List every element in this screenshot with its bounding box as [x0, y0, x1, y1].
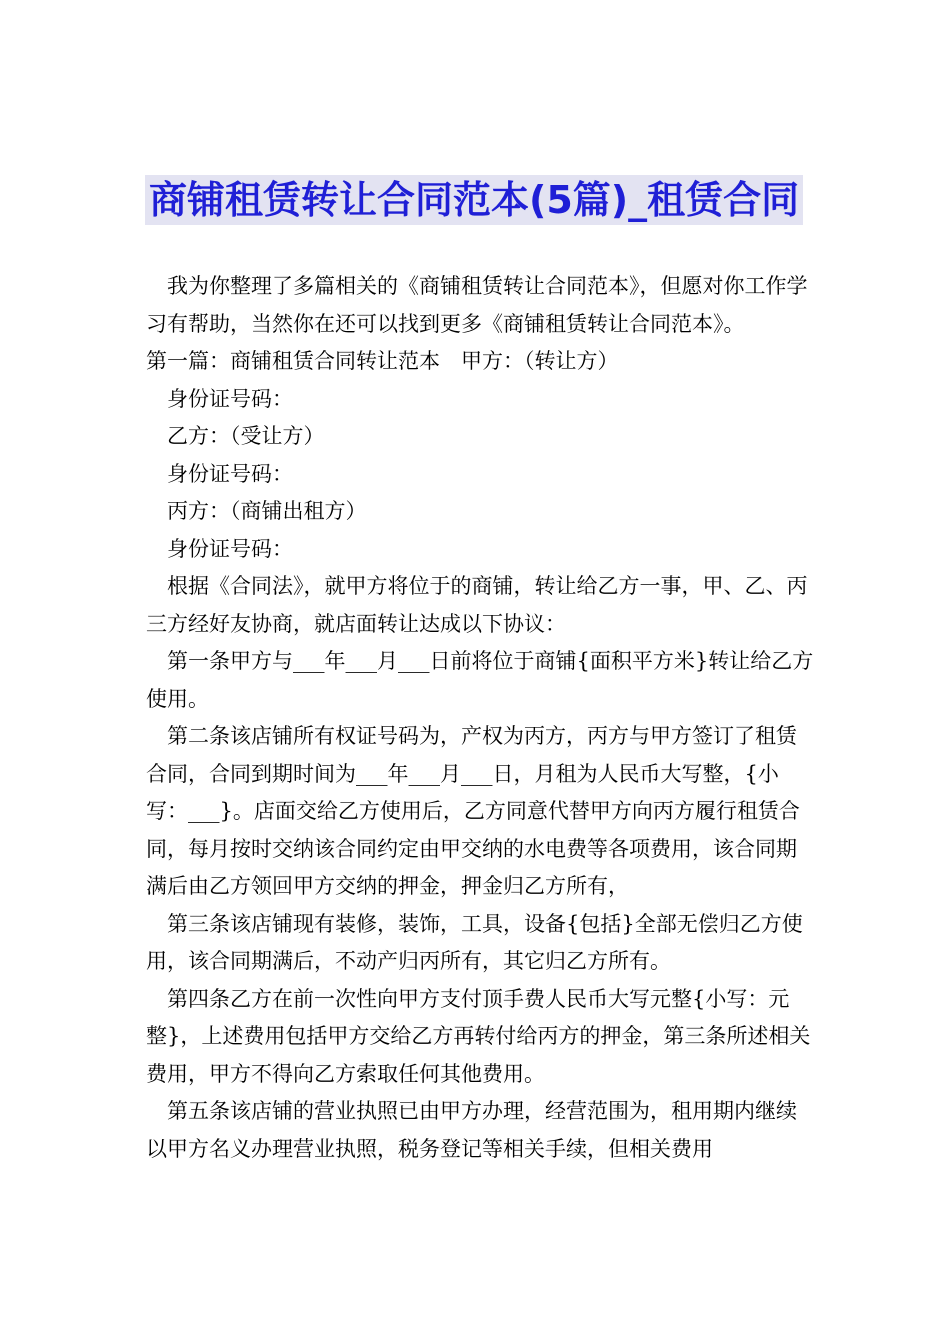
paragraph-party-c: 丙方：（商铺出租方） [167, 499, 367, 523]
paragraph-article-2: 第二条该店铺所有权证号码为，产权为丙方，丙方与甲方签订了租赁合同，合同到期时间为___年___月___日，月租为人民币大写整，{小写：___}。店面交给乙方使用后，乙方同意代替甲方向丙方履行租赁合同，每月按时交纳该合同约定由甲交纳的水电费等各项费用，该合同期满后由乙方领回甲方交纳的押金，押金归乙方所有， [146, 724, 800, 898]
document-title: 商铺租赁转让合同范本(5篇)_租赁合同 [145, 175, 803, 225]
paragraph-article-3: 第三条该店铺现有装修，装饰，工具，设备{包括}全部无偿归乙方使用，该合同期满后，不动产归丙所有，其它归乙方所有。 [146, 911, 803, 973]
paragraph-chapter-one: 第一篇：商铺租赁合同转让范本 甲方：（转让方） [146, 349, 619, 373]
paragraph-article-4: 第四条乙方在前一次性向甲方支付顶手费人民币大写元整{小写：元整}，上述费用包括甲方交给乙方再转付给丙方的押金，第三条所述相关费用，甲方不得向乙方索取任何其他费用。 [146, 986, 811, 1086]
paragraph-party-b: 乙方：（受让方） [167, 424, 325, 448]
document-body [146, 268, 816, 1168]
paragraph-party-a-id: 身份证号码： [167, 386, 293, 411]
paragraph-preamble: 根据《合同法》，就甲方将位于的商铺，转让给乙方一事，甲、乙、丙三方经好友协商，就店面转让达成以下协议： [146, 574, 808, 636]
paragraph-party-b-id: 身份证号码： [167, 461, 293, 486]
paragraph-article-5: 第五条该店铺的营业执照已由甲方办理，经营范围为，租用期内继续以甲方名义办理营业执照，税务登记等相关手续，但相关费用 [146, 1099, 797, 1161]
paragraph-article-1: 第一条甲方与___年___月___日前将位于商铺{面积平方米}转让给乙方使用。 [146, 649, 814, 711]
paragraph-intro: 我为你整理了多篇相关的《商铺租赁转让合同范本》，但愿对你工作学习有帮助，当然你在还可以找到更多《商铺租赁转让合同范本》。 [146, 274, 808, 336]
paragraph-party-c-id: 身份证号码： [167, 536, 293, 561]
